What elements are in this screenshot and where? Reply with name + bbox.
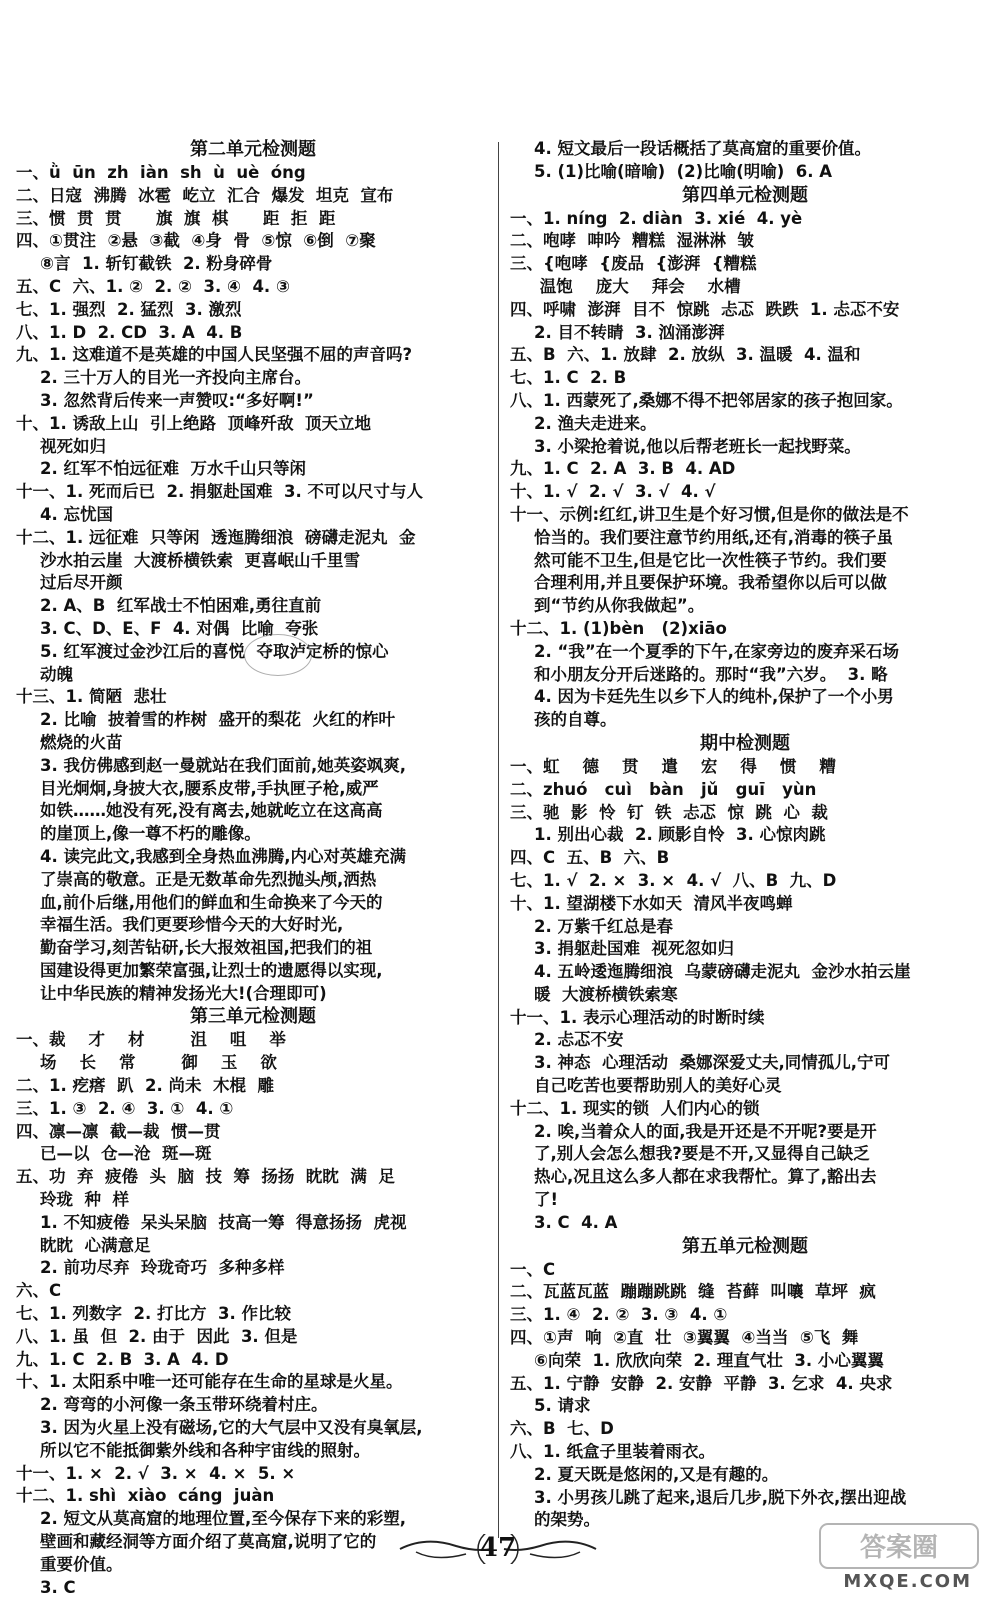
answer-line: 十二、1. 现实的锁 人们内心的锁 <box>510 1098 760 1118</box>
answer-line: 重要价值。 <box>40 1554 123 1574</box>
left-column <box>16 138 490 1597</box>
answer-line: 了,别人会怎么想我?要是不开,又显得自己缺乏 <box>534 1144 870 1164</box>
answer-line: 十一、1. × 2. √ 3. × 4. × 5. × <box>16 1463 296 1483</box>
section-heading: 第三单元检测题 <box>190 1006 316 1028</box>
answer-line: 的架势。 <box>534 1510 600 1530</box>
answer-line: 三、驰 影 怜 钉 铁 忐忑 惊 跳 心 裁 <box>510 802 828 822</box>
answer-line: 4. 因为卡廷先生以乡下人的纯朴,保护了一个小男 <box>534 687 894 707</box>
answer-line: 2. 目不转睛 3. 汹涌澎湃 <box>534 322 725 342</box>
answer-line: 眈眈 心满意足 <box>40 1235 151 1255</box>
answer-line: 2. 短文从莫高窟的地理位置,至今保存下来的彩塑, <box>40 1509 407 1529</box>
section-heading: 第四单元检测题 <box>682 184 808 206</box>
answer-line: 温饱 庞大 拜会 水槽 <box>534 276 741 296</box>
answer-line: 3. 我仿佛感到赵一曼就站在我们面前,她英姿飒爽, <box>40 755 407 775</box>
answer-line: 让中华民族的精神发扬光大!(合理即可) <box>40 983 327 1003</box>
answer-line: 三、{咆哮 {废品 {澎湃 {糟糕 <box>510 254 757 274</box>
answer-line: 5. 请求 <box>534 1396 591 1416</box>
answer-line: 勤奋学习,刻苦钻研,长大报效祖国,把我们的祖 <box>40 938 373 958</box>
section-heading: 第二单元检测题 <box>190 139 316 160</box>
answer-line: 动魄 <box>40 664 73 684</box>
answer-line: 2. 红军不怕远征难 万水千山只等闲 <box>40 459 306 479</box>
answer-line: 场 长 常 御 玉 欲 <box>40 1053 277 1073</box>
section-heading: 第五单元检测题 <box>682 1235 808 1257</box>
answer-line: 一、C <box>510 1259 556 1279</box>
answer-line: 4. 忘忧国 <box>40 504 113 524</box>
answer-line: 八、1. 西蒙死了,桑娜不得不把邻居家的孩子抱回家。 <box>510 390 903 410</box>
answer-line: 一、1. níng 2. diàn 3. xié 4. yè <box>510 208 803 228</box>
answer-line: 5. 红军渡过金沙江后的喜悦 夺取泸定桥的惊心 <box>40 641 389 661</box>
answer-line: 二、zhuó cuì bàn jǔ guī yùn <box>510 779 817 799</box>
answer-line: 到“节约从你我做起”。 <box>534 596 705 616</box>
answer-line: 了! <box>534 1190 559 1210</box>
answer-line: 十一、1. 表示心理活动的时断时续 <box>510 1007 765 1027</box>
answer-line: 3. 小男孩儿跳了起来,退后几步,脱下外衣,摆出迎战 <box>534 1487 907 1507</box>
answer-line: 七、1. √ 2. × 3. × 4. √ 八、B 九、D <box>510 870 837 890</box>
watermark-logo-text: 答案圈 <box>859 1533 939 1563</box>
answer-line: 了崇高的敬意。正是无数革命先烈抛头颅,洒热 <box>40 869 377 889</box>
answer-line: 所以它不能抵御紫外线和各种宇宙线的照射。 <box>40 1440 370 1460</box>
answer-line: 八、1. 虽 但 2. 由于 因此 3. 但是 <box>16 1326 298 1346</box>
answer-line: 十、1. 诱敌上山 引上绝路 顶峰歼敌 顶天立地 <box>16 413 371 433</box>
answer-line: 一、裁 才 材 沮 咀 举 <box>16 1030 286 1050</box>
answer-line: 2. 夏天既是悠闲的,又是有趣的。 <box>534 1464 779 1484</box>
answer-line: 八、1. 纸盒子里装着雨衣。 <box>510 1442 715 1462</box>
answer-line: 合理利用,并且要保护环境。我希望你以后可以做 <box>534 573 887 593</box>
answer-line: 二、1. 疙瘩 趴 2. 尚未 木棍 雕 <box>16 1076 274 1096</box>
answer-line: 十二、1. shì xiào cáng juàn <box>16 1486 275 1506</box>
answer-line: 幸福生活。我们更要珍惜今天的大好时光, <box>40 915 344 935</box>
answer-line: 2. 前功尽弃 玲珑奇巧 多种多样 <box>40 1258 285 1278</box>
answer-line: 自己吃苦也要帮助别人的美好心灵 <box>534 1076 782 1096</box>
answer-line: 五、功 弃 疲倦 头 脑 技 筹 扬扬 眈眈 满 足 <box>16 1167 395 1187</box>
answer-line: 目光炯炯,身披大衣,腰系皮带,手执匣子枪,威严 <box>40 778 379 798</box>
answer-line: 3. 因为火星上没有磁场,它的大气层中又没有臭氧层, <box>40 1418 423 1438</box>
page-number: 47 <box>479 1533 517 1563</box>
answer-line: 四、①声 响 ②直 壮 ③翼翼 ④当当 ⑤飞 舞 <box>510 1328 859 1348</box>
answer-line: 暖 大渡桥横铁索寒 <box>534 984 678 1004</box>
answer-line: 三、1. ④ 2. ② 3. ③ 4. ① <box>510 1305 728 1325</box>
answer-line: 4. 短文最后一段话概括了莫高窟的重要价值。 <box>534 139 871 158</box>
answer-line: 已—以 仓—沧 斑—斑 <box>40 1144 212 1164</box>
answer-line: 十一、示例:红红,讲卫生是个好习惯,但是你的做法是不 <box>510 504 909 524</box>
section-heading: 期中检测题 <box>700 732 790 754</box>
answer-line: 1. 别出心裁 2. 顾影自怜 3. 心惊肉跳 <box>534 825 826 845</box>
answer-line: 沙水拍云崖 大渡桥横铁索 更喜岷山千里雪 <box>40 550 360 570</box>
answer-line: 3. 神态 心理活动 桑娜深爱丈夫,同情孤儿,宁可 <box>534 1053 891 1073</box>
answer-line: 2. “我”在一个夏季的下午,在家旁边的废弃采石场 <box>534 641 899 661</box>
answer-line: 十二、1. 远征难 只等闲 透迤腾细浪 磅礴走泥丸 金 <box>16 527 416 547</box>
answer-line: 十、1. 太阳系中唯一还可能存在生命的星球是火星。 <box>16 1372 403 1392</box>
answer-line: 视死如归 <box>40 436 106 456</box>
answer-line: 九、1. 这难道不是英雄的中国人民坚强不屈的声音吗? <box>16 345 413 365</box>
answer-line: 八、1. D 2. CD 3. A 4. B <box>16 322 243 342</box>
answer-line: 的崖顶上,像一尊不朽的雕像。 <box>40 824 261 844</box>
answer-line: 五、1. 宁静 安静 2. 安静 平静 3. 乞求 4. 央求 <box>510 1373 893 1393</box>
answer-line: 3. C <box>40 1577 76 1597</box>
answer-line: 4. 读完此文,我感到全身热血沸腾,内心对英雄充满 <box>40 846 407 866</box>
answer-line: 国建设得更加繁荣富强,让烈士的遗愿得以实现, <box>40 960 383 980</box>
answer-line: 3. 忽然背后传来一声赞叹:“多好啊!” <box>40 390 314 410</box>
answer-line: 然可能不卫生,但是它比一次性筷子节约。我们要 <box>534 550 887 570</box>
answer-line: 一、虹 德 贯 遣 宏 得 惯 糟 <box>510 756 836 776</box>
watermark-text: MXQE.COM <box>843 1571 972 1592</box>
answer-line: 十二、1. (1)bèn (2)xiāo <box>510 618 727 638</box>
answer-line: 七、1. C 2. B <box>510 368 627 388</box>
answer-line: 3. C 4. A <box>534 1212 618 1232</box>
answer-line: 六、B 七、D <box>510 1419 614 1439</box>
answer-line: 3. C、D、E、F 4. 对偶 比喻 夸张 <box>40 618 319 638</box>
answer-line: 和小朋友分开后迷路的。那时“我”六岁。 3. 略 <box>534 664 888 684</box>
answer-line: 2. A、B 红军战士不怕困难,勇往直前 <box>40 596 322 616</box>
answer-line: 过后尽开颜 <box>40 573 123 593</box>
answer-line: 十、1. √ 2. √ 3. √ 4. √ <box>510 482 716 502</box>
answer-line: 二、咆哮 呻吟 糟糕 湿淋淋 皱 <box>510 231 754 251</box>
answer-line: 七、1. 强烈 2. 猛烈 3. 激烈 <box>16 299 242 319</box>
answer-line: 燃烧的火苗 <box>40 732 123 752</box>
answer-line: ⑧言 1. 斩钉截铁 2. 粉身碎骨 <box>40 254 273 274</box>
answer-line: 热心,况且这么多人都在求我帮忙。算了,豁出去 <box>534 1167 877 1187</box>
answer-line: 如铁……她没有死,没有离去,她就屹立在这高高 <box>40 801 383 821</box>
answer-line: 九、1. C 2. B 3. A 4. D <box>16 1349 229 1369</box>
answer-line: 恰当的。我们要注意节约用纸,还有,消毒的筷子虽 <box>534 527 894 547</box>
answer-line: 五、B 六、1. 放肆 2. 放纵 3. 温暖 4. 温和 <box>510 345 861 365</box>
answer-line: 2. 弯弯的小河像一条玉带环绕着村庄。 <box>40 1395 328 1415</box>
answer-line: 七、1. 列数字 2. 打比方 3. 作比较 <box>16 1304 291 1324</box>
answer-line: 3. 捐躯赴国难 视死忽如归 <box>534 939 734 959</box>
column-divider <box>498 142 499 1538</box>
answer-line: 二、日寇 沸腾 冰雹 屹立 汇合 爆发 坦克 宣布 <box>16 185 394 205</box>
answer-line: 四、①贯注 ②悬 ③截 ④身 骨 ⑤惊 ⑥倒 ⑦聚 <box>16 231 376 251</box>
answer-line: 四、呼啸 澎湃 目不 惊跳 忐忑 跌跌 1. 忐忑不安 <box>510 299 900 319</box>
answer-line: 二、瓦蓝瓦蓝 蹦蹦跳跳 缝 苔藓 叫嚷 草坪 疯 <box>510 1282 876 1302</box>
stamp-mark <box>244 634 312 676</box>
answer-line: 5. (1)比喻(暗喻) (2)比喻(明喻) 6. A <box>534 161 833 181</box>
answer-line: 三、惯 贯 贯 旗 旗 棋 距 拒 距 <box>16 208 336 228</box>
answer-line: 2. 渔夫走进来。 <box>534 413 657 433</box>
answer-line: 六、C <box>16 1281 62 1301</box>
answer-line: 四、C 五、B 六、B <box>510 848 670 868</box>
answer-line: 九、1. C 2. A 3. B 4. AD <box>510 459 736 479</box>
answer-line: 2. 唉,当着众人的面,我是开还是不开呢?要是开 <box>534 1121 877 1141</box>
answer-line: 1. 不知疲倦 呆头呆脑 技高一筹 得意扬扬 虎视 <box>40 1212 407 1232</box>
answer-line: 十、1. 望湖楼下水如天 清风半夜鸣蝉 <box>510 893 793 913</box>
answer-line: 2. 比喻 披着雪的柞树 盛开的梨花 火红的柞叶 <box>40 710 395 730</box>
answer-line: 四、凛—凛 截—裁 惯—贯 <box>16 1121 221 1141</box>
answer-line: 十三、1. 简陋 悲壮 <box>16 687 167 707</box>
answer-line: 壁画和藏经洞等方面介绍了莫高窟,说明了它的 <box>40 1532 377 1552</box>
answer-line: 十一、1. 死而后已 2. 捐躯赴国难 3. 不可以尺寸与人 <box>16 482 423 502</box>
answer-line: 血,前仆后继,用他们的鲜血和生命换来了今天的 <box>40 892 383 912</box>
answer-line: ⑥向荣 1. 欣欣向荣 2. 理直气壮 3. 小心翼翼 <box>534 1350 884 1370</box>
answer-line: 五、C 六、1. ② 2. ② 3. ④ 4. ③ <box>16 276 290 296</box>
answer-line: 一、ǜ ūn zh iàn sh ù uè óng <box>16 163 306 182</box>
answer-line: 2. 三十万人的目光一齐投向主席台。 <box>40 368 311 388</box>
answer-line: 4. 五岭逶迤腾细浪 乌蒙磅礴走泥丸 金沙水拍云崖 <box>534 962 911 982</box>
right-column <box>510 138 980 1542</box>
answer-line: 2. 忐忑不安 <box>534 1030 624 1050</box>
answer-line: 2. 万紫千红总是春 <box>534 916 673 936</box>
answer-line: 3. 小梁抢着说,他以后帮老班长一起找野菜。 <box>534 436 861 456</box>
answer-line: 玲珑 种 样 <box>40 1190 129 1210</box>
answer-line: 三、1. ③ 2. ④ 3. ① 4. ① <box>16 1098 234 1118</box>
answer-line: 孩的自尊。 <box>534 710 617 730</box>
